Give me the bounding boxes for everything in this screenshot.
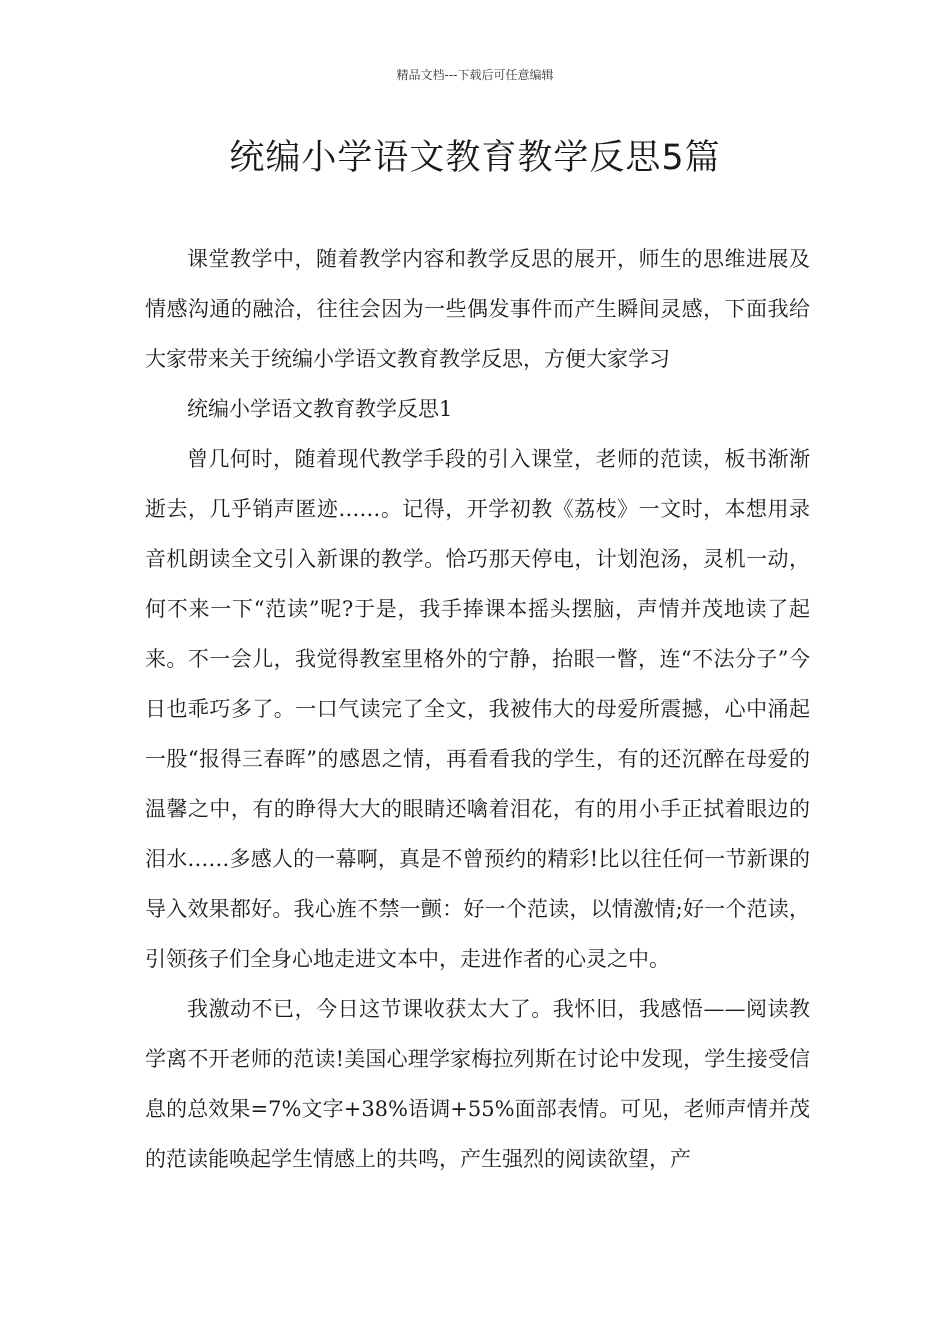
document-title: 统编小学语文教育教学反思5篇 (229, 138, 721, 178)
body-paragraph: 我激动不已，今日这节课收获太大了。我怀旧，我感悟——阅读教学离不开老师的范读!美国心理学家梅拉列斯在讨论中发现，学生接受信息的总效果=7%文字+38%语调+55%面部表情。可见，老师声情并茂的范读能唤起学生情感上的共鸣，产生强烈的阅读欲望，产 (145, 997, 810, 1171)
body-paragraph: 曾几何时，随着现代教学手段的引入课堂，老师的范读，板书渐渐逝去，几乎销声匿迹……。记得，开学初教《荔枝》一文时，本想用录音机朗读全文引入新课的教学。恰巧那天停电，计划泡汤，灵机一动，何不来一下“范读”呢?于是，我手捧课本摇头摆脑，声情并茂地读了起来。不一会儿，我觉得教室里格外的宁静，抬眼一瞥，连“不法分子”今日也乖巧多了。一口气读完了全文，我被伟大的母爱所震撼，心中涌起一股“报得三春晖”的感恩之情，再看看我的学生，有的还沉醉在母爱的温馨之中，有的睁得大大的眼睛还噙着泪花，有的用小手正拭着眼边的泪水……多感人的一幕啊，真是不曾预约的精彩!比以往任何一节新课的导入效果都好。我心旌不禁一颤：好一个范读，以情激情;好一个范读，引领孩子们全身心地走进文本中，走进作者的心灵之中。 (145, 447, 810, 971)
page-header: 精品文档---下载后可任意编辑 (396, 68, 554, 82)
document-body (145, 234, 810, 1184)
section-heading: 统编小学语文教育教学反思1 (187, 397, 453, 421)
intro-paragraph: 课堂教学中，随着教学内容和教学反思的展开，师生的思维进展及情感沟通的融洽，往往会因为一些偶发事件而产生瞬间灵感，下面我给大家带来关于统编小学语文教育教学反思，方便大家学习 (145, 247, 810, 371)
